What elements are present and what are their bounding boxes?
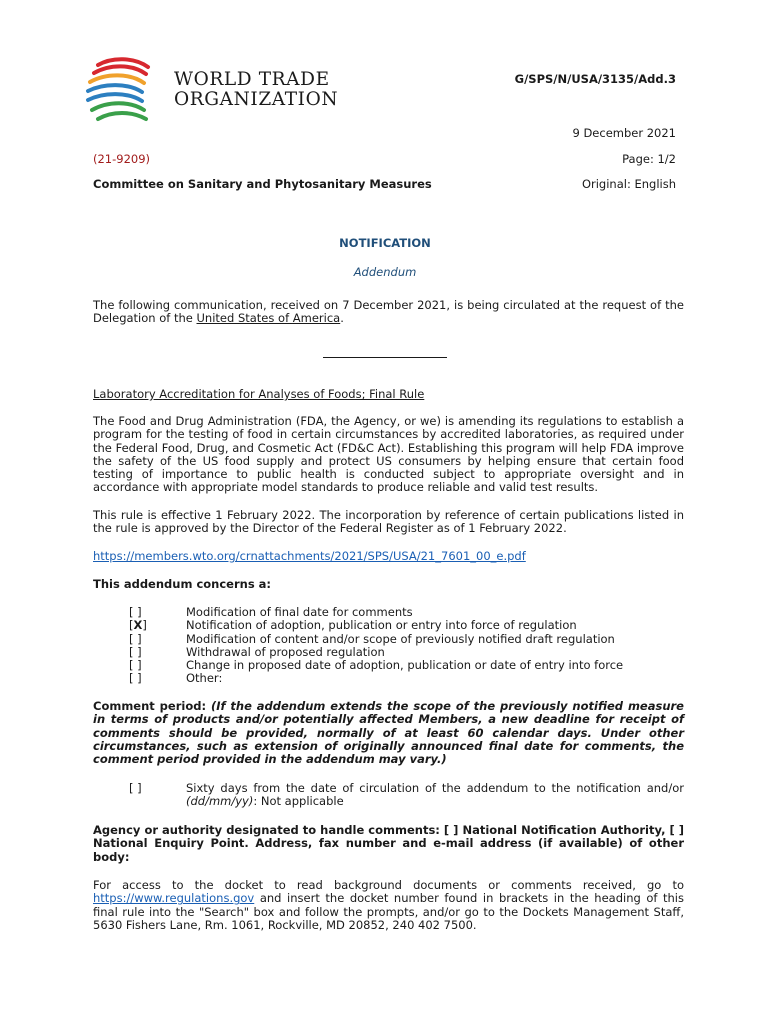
comment-period-paragraph: Comment period: (If the addendum extends the scope of the previously notified measure in terms of products and/or potentially affected Members, a new deadline for receipt of comments should be provided, normally of at least 60 calendar days. Under other circumstances, such as extension of originally announced final date for comments, the comment period provided in the addendum may vary.) [93,699,684,767]
docket-paragraph: For access to the docket to read background documents or comments received, go to https://www.regulations.gov and insert the docket number found in brackets in the heading of this final rule into the "Search" box and follow the prompts, and/or go to the Dockets Management Staff, 5630 Fishers Lane, Rm. 1061, Rockville, MD 20852, 240 402 7500. [93,878,684,932]
document-symbol: G/SPS/N/USA/3135/Add.3 [514,72,676,86]
list-item: [X] Notification of adoption, publication or entry into force of regulation [129,618,577,633]
rule-paragraph-1: The Food and Drug Administration (FDA, the Agency, or we) is amending its regulations to establish a program for the testing of food in certain circumstances by accredited laboratories, as required under the Federal Food, Drug, and Cosmetic Act (FD&C Act). Establishing this program will help FDA improve the safety of the US food supply and protect US consumers by helping ensure that certain food testing of importance to public health is conducted subject to appropriate oversight and in accordance with appropriate model standards to produce reliable and valid test results. [93,414,684,495]
list-item: [ ] Other: [129,671,223,686]
notification-heading: NOTIFICATION [339,236,431,250]
original-language: Original: English [581,177,676,191]
country-name: United States of America [196,311,341,326]
concerns-heading: This addendum concerns a: [93,577,272,591]
attachment-link[interactable]: https://members.wto.org/crnattachments/2021/SPS/USA/21_7601_00_e.pdf [93,549,526,563]
rule-paragraph-2: This rule is effective 1 February 2022. The incorporation by reference of certain publications listed in the rule is approved by the Director of the Federal Register as of 1 February 2022. [93,508,684,536]
attachment-link-line [93,550,684,563]
list-item: [ ] Modification of final date for comments [129,605,413,619]
committee-name: Committee on Sanitary and Phytosanitary Measures [93,177,432,191]
list-item: [ ] Modification of content and/or scope of previously notified draft regulation [129,631,615,646]
checkbox[interactable]: [ ] [129,671,142,686]
intro-paragraph: The following communication, received on 7 December 2021, is being circulated at the request of the Delegation of the United States of America. [93,298,684,326]
checkbox[interactable]: [ ] [129,644,142,659]
checkbox-checked[interactable]: [X] [129,618,147,633]
sixty-days-item: [ ] Sixty days from the date of circulation of the addendum to the notification and/or (dd/mm/yy): Not applicable [129,781,684,809]
separator-line [323,357,447,358]
concerns-checklist [129,606,623,686]
document-date: 9 December 2021 [572,126,676,140]
wto-logo-icon [84,55,166,127]
list-item: [ ] Change in proposed date of adoption, publication or date of entry into force [129,658,624,673]
checkbox[interactable]: [ ] [129,631,142,646]
reference-number: (21-9209) [93,152,151,166]
checkbox[interactable]: [ ] [129,658,142,673]
regulations-link[interactable]: https://www.regulations.gov [93,891,255,906]
agency-paragraph: Agency or authority designated to handle comments: [ ] National Notification Authority, [ ] National Enquiry Point. Address, fax number and e-mail address (if available) of other body: [93,823,684,864]
rule-title: Laboratory Accreditation for Analyses of Foods; Final Rule [93,387,425,401]
checkbox[interactable]: [ ] [129,781,142,795]
org-name: WORLD TRADE ORGANIZATION [174,69,339,110]
page-number: Page: 1/2 [622,152,676,166]
list-item: [ ] Withdrawal of proposed regulation [129,644,385,659]
checkbox[interactable]: [ ] [129,605,142,619]
addendum-subheading: Addendum [353,265,417,279]
